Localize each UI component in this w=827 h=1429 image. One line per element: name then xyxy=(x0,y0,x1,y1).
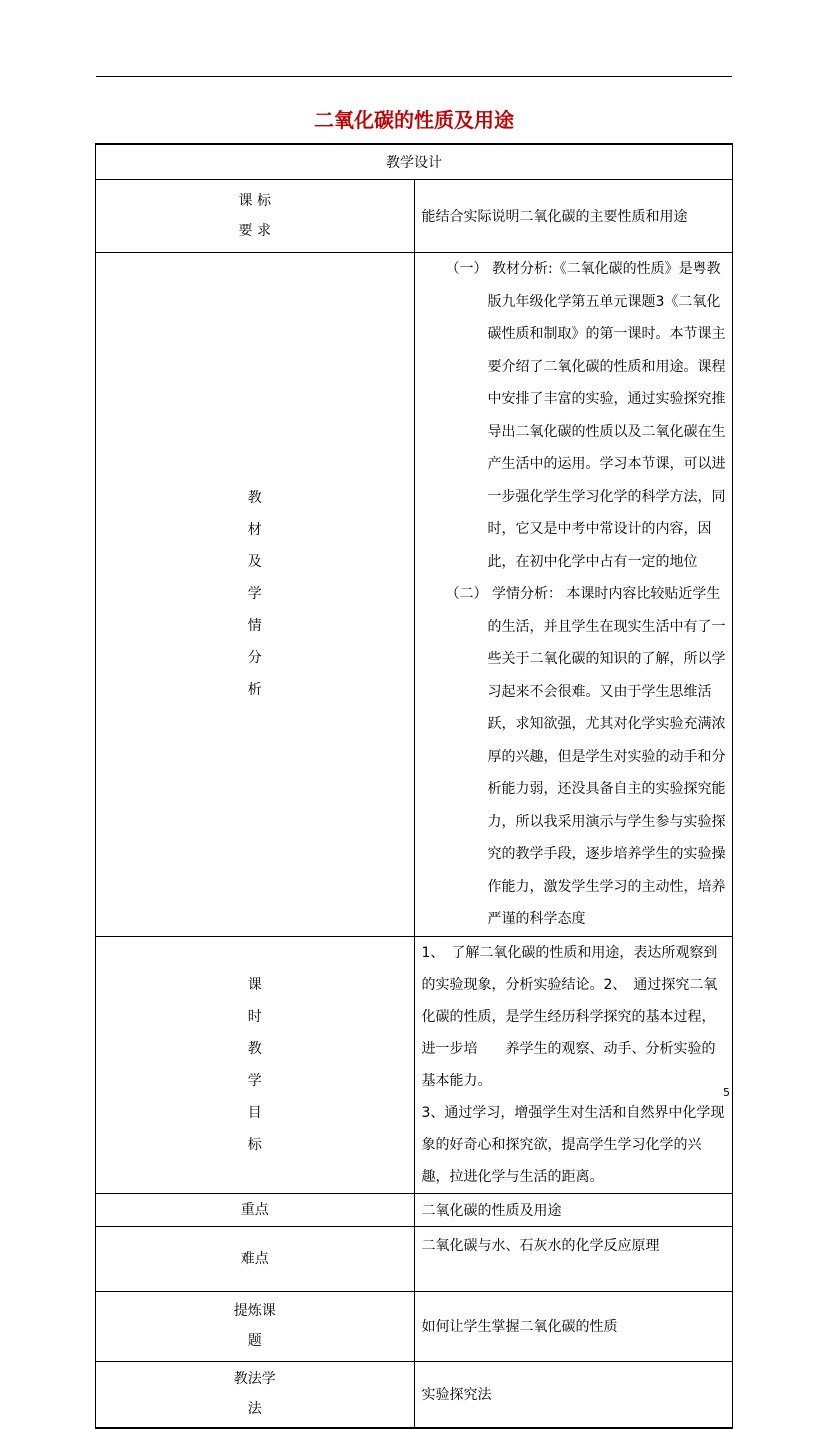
difficulty-row xyxy=(96,1226,733,1291)
key-point-text: 二氧化碳的性质及用途 xyxy=(414,1193,733,1226)
refined-topic-text: 如何让学生掌握二氧化碳的性质 xyxy=(414,1291,733,1361)
method-label-line2: 法 xyxy=(247,1401,262,1418)
difficulty-text: 二氧化碳与水、石灰水的化学反应原理 xyxy=(414,1226,733,1291)
refined-topic-row xyxy=(96,1291,733,1361)
document-title: 二氧化碳的性质及用途 xyxy=(314,108,514,132)
method-label-line1: 教法学 xyxy=(233,1371,276,1388)
table-header-row xyxy=(96,144,733,180)
analysis-label-char: 分 xyxy=(247,650,262,667)
curriculum-text: 能结合实际说明二氧化碳的主要性质和用途 xyxy=(414,180,733,253)
curriculum-row xyxy=(96,180,733,253)
analysis-label-char: 学 xyxy=(247,586,262,603)
analysis-label-char: 析 xyxy=(247,682,262,699)
objectives-label-char: 课 xyxy=(247,976,262,993)
analysis-label xyxy=(96,253,415,937)
refined-topic-label xyxy=(96,1291,415,1361)
header-rule xyxy=(96,76,732,77)
lesson-plan-table xyxy=(95,143,733,1429)
method-label xyxy=(96,1361,415,1428)
curriculum-label-line2: 要 求 xyxy=(238,223,271,239)
method-text: 实验探究法 xyxy=(414,1361,733,1428)
analysis-label-char: 教 xyxy=(247,490,262,507)
refined-topic-label-line2: 题 xyxy=(247,1333,262,1349)
analysis-label-char: 及 xyxy=(247,554,262,571)
objectives-label-char: 目 xyxy=(247,1104,262,1121)
objectives-label-char: 标 xyxy=(247,1136,262,1153)
key-point-label: 重点 xyxy=(96,1193,415,1226)
objectives-para2: 3、通过学习，增强学生对生活和自然界中化学现象的好奇心和探究欲，提高学生学习化学的兴趣，拉进化学与生活的距离。 xyxy=(421,1104,725,1185)
objectives-label-char: 教 xyxy=(247,1040,262,1057)
analysis-label-char: 情 xyxy=(247,618,262,635)
curriculum-label-line1: 课 标 xyxy=(238,193,271,209)
objectives-row xyxy=(96,936,733,1193)
objectives-label xyxy=(96,936,415,1193)
objectives-label-char: 学 xyxy=(247,1072,262,1089)
key-point-row xyxy=(96,1193,733,1226)
analysis-label-chars xyxy=(96,482,414,706)
teaching-design-header: 教学设计 xyxy=(96,144,733,180)
curriculum-label xyxy=(96,180,415,253)
objectives-label-char: 时 xyxy=(247,1008,262,1025)
objectives-label-chars xyxy=(96,969,414,1161)
student-analysis: （二） 学情分析： 本课时内容比较贴近学生的生活，并且学生在现实生活中有了一些关于二氧化碳的知识的了解，所以学习起来不会很难。又由于学生思维活跃，求知欲强，尤其对化学实验充满浓厚的兴趣，但是学生对实验的动手和分析能力弱，还没具备自主的实验探究能力，所以我采用演示与学生参与实验探究的教学手段，逐步培养学生的实验操作能力，激发学生学习的主动性，培养严谨的科学态度 xyxy=(445,586,726,927)
objectives-para1: 1、 了解二氧化碳的性质和用途，表达所观察到的实验现象，分析实验结论。2、 通过探究二氧化碳的性质，是学生经历科学探究的基本过程，进一步培 养学生的观察、动手、分析实验的基本能力。 xyxy=(421,944,718,1089)
method-row xyxy=(96,1361,733,1428)
objectives-content xyxy=(414,936,733,1193)
refined-topic-label-line1: 提炼课 xyxy=(233,1303,276,1319)
analysis-content xyxy=(414,253,733,937)
analysis-row xyxy=(96,253,733,937)
difficulty-label: 难点 xyxy=(96,1226,415,1291)
textbook-analysis: （一） 教材分析:《二氧化碳的性质》是粤教版九年级化学第五单元课题3《二氧化碳性质和制取》的第一课时。本节课主要介绍了二氧化碳的性质和用途。课程中安排了丰富的实验，通过实验探究推导出二氧化碳的性质以及二氧化碳在生产生活中的运用。学习本节课，可以进一步强化学生学习化学的科学方法，同时，它又是中考中常设计的内容，因此，在初中化学中占有一定的地位 xyxy=(445,261,726,570)
analysis-label-char: 材 xyxy=(247,522,262,539)
page-number: 5 xyxy=(723,1086,730,1099)
